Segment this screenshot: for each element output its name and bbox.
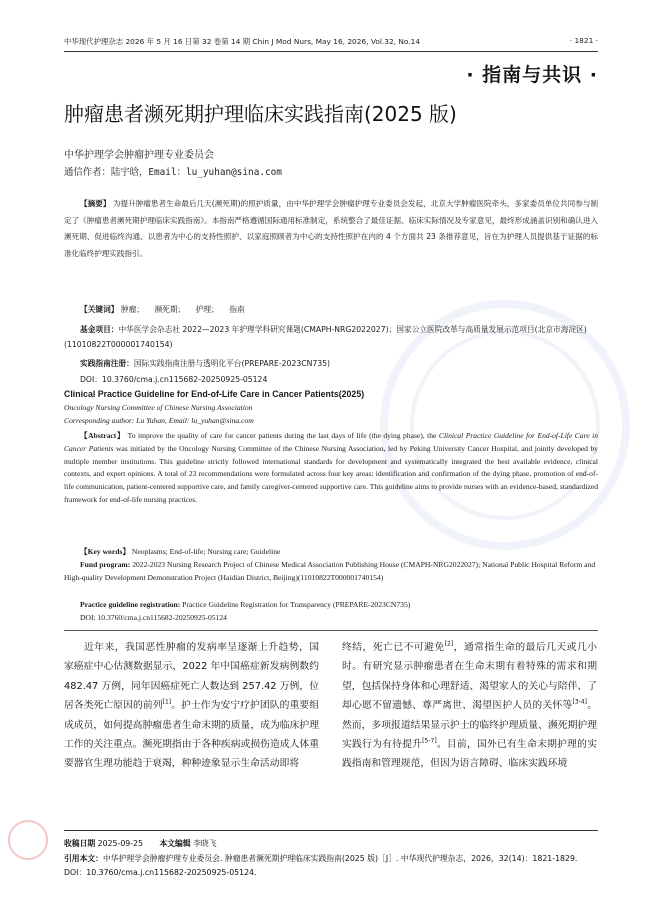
en-fund xyxy=(64,559,598,585)
running-head xyxy=(64,36,598,47)
received-date: 2025-09-25 xyxy=(97,839,143,848)
en-keywords xyxy=(64,546,598,559)
body-text: 。目前，国外已有生命末期护理的实践指南和管理规范，但因为语言障碍、临床实践环境 xyxy=(342,739,597,770)
body-text: 终结，死亡已不可避免 xyxy=(342,642,445,653)
authors: 中华护理学会肿瘤护理专业委员会 xyxy=(64,150,214,161)
en-authors: Oncology Nursing Committee of Chinese Nursing Association xyxy=(64,403,253,412)
citation-ref: [1] xyxy=(162,698,172,706)
en-keywords-text: Neoplasms; End-of-life; Nursing care; Guideline xyxy=(131,547,281,556)
zh-abstract-tag: 【摘要】 xyxy=(80,199,111,208)
received-info xyxy=(64,838,217,849)
en-abstract-guideline-name: Clinical Practice Guideline for End-of-Life Care in Cancer Patients xyxy=(64,431,598,453)
article-title: 肿瘤患者濒死期护理临床实践指南(2025 版) xyxy=(64,102,457,126)
en-abstract xyxy=(64,430,598,507)
en-registration-tag: Practice guideline registration: xyxy=(80,600,181,609)
zh-keyword: 肿瘤； xyxy=(120,305,144,314)
citation-tag: 引用本文： xyxy=(64,854,103,863)
zh-registration-tag: 实践指南注册： xyxy=(80,359,134,368)
citation-block xyxy=(64,852,598,880)
corresponding-author: 通信作者：陆宇晗，Email：lu_yuhan@sina.com xyxy=(64,167,282,178)
zh-keywords xyxy=(64,302,598,317)
citation-ref: [5-7] xyxy=(422,737,437,745)
column-label: · 指南与共识 · xyxy=(466,64,598,86)
zh-abstract-text: 为提升肿瘤患者生命最后几天(濒死期)的照护质量，由中华护理学会肿瘤护理专业委员会发起，北京大学肿瘤医院牵头，多家委员单位共同参与制定了《肿瘤患者濒死期护理临床实践指南》。本指南严格遵循国际通用标准制定，系统整合了最佳证据、临床实际情况及专家意见，最终形成涵盖识别和确认进入濒死期、促进临终沟通、以患者为中心的支持性照护、以家庭照顾者为中心的支持性照护在内的 4 个方面共 23 条推荐意见，旨在为护理人员提供基于证据的标准化临终护理实践指引。 xyxy=(64,199,599,258)
en-corresponding-author: Corresponding author: Lu Yuhan, Email: lu_yuhan@sina.com xyxy=(64,416,254,425)
en-fund-text: 2022-2023 Nursing Research Project of Chinese Medical Association Publishing House (CMAPH-NRG2022027); National Public Hospital Reform and High-quality Development Demonstration Project (Haidian District, Beijing)(11010822T000001740154) xyxy=(64,560,596,582)
zh-abstract xyxy=(64,196,598,262)
en-keywords-tag: 【Key words】 xyxy=(80,547,130,556)
en-title: Clinical Practice Guideline for End-of-Life Care in Cancer Patients(2025) xyxy=(64,389,365,399)
section-rule xyxy=(64,630,598,631)
zh-registration xyxy=(64,356,598,371)
footer-rule xyxy=(64,830,598,831)
en-abstract-part2: was initiated by the Oncology Nursing Committee of the Chinese Nursing Association, led by Peking University Cancer Hospital, and jointly developed by multiple member institutions. This guideline strictly followed international standards for development and systematically integrated the best available evidence, clinical contexts, and expert opinions. A total of 23 recommendations were formulated across four key areas: identification and confirmation of the dying phase, promotion of end-of-life communication, patient-centered supportive care, and family caregiver-centered supportive care. This guideline aims to provide nurses with an evidence-based, standardized framework for end-of-life nursing practices. xyxy=(64,443,599,504)
zh-keyword: 护理； xyxy=(195,305,219,314)
body-column-right xyxy=(342,638,597,774)
page-number: · 1821 · xyxy=(569,36,598,45)
header-rule xyxy=(64,51,598,52)
editor-tag: 本文编辑 xyxy=(159,839,191,848)
zh-keywords-tag: 【关键词】 xyxy=(80,305,119,314)
en-registration-text: Practice Guideline Registration for Transparency (PREPARE-2023CN735) xyxy=(182,600,411,609)
corner-stamp xyxy=(8,820,48,860)
body-text: 。护士作为安宁疗护团队的重要组成成员，如何提高肿瘤患者生命末期的质量，成为临床护理工作的关注重点。濒死期指由于各种疾病或损伤造成人体重要器官生理功能趋于衰竭，种种迹象显示生命活动即将 xyxy=(64,700,320,770)
zh-registration-text: 国际实践指南注册与透明化平台(PREPARE-2023CN735) xyxy=(133,359,331,368)
en-abstract-part1: To improve the quality of care for cancer patients during the last days of life (the dying phase), the xyxy=(127,431,439,440)
citation-ref: [2] xyxy=(444,640,454,648)
zh-keyword: 指南 xyxy=(229,305,245,314)
en-abstract-tag: 【Abstract】 xyxy=(80,431,126,440)
en-fund-tag: Fund program: xyxy=(80,560,131,569)
body-column-left xyxy=(64,638,319,774)
citation-ref: [3-4] xyxy=(572,698,587,706)
running-head-text: 中华现代护理杂志 2026 年 5 月 16 日第 32 卷第 14 期 Chin J Mod Nurs, May 16, 2026, Vol.32, No.14 xyxy=(64,37,421,46)
body-text: 近年来，我国恶性肿瘤的发病率呈逐渐上升趋势，国家癌症中心估测数据显示，2022 年中国癌症新发病例数约 482.47 万例，同年因癌症死亡人数达到 257.42 万例，位居各类死亡原因的前列 xyxy=(64,642,319,712)
body-text: ，通常指生命的最后几天或几小时。有研究显示肿瘤患者在生命末期有着特殊的需求和期望，包括保持身体和心理舒适、渴望家人的关心与陪伴、了却心愿不留遗憾、尊严离世、渴望医护人员的关怀等 xyxy=(342,642,598,712)
editor-name: 李晓飞 xyxy=(193,839,217,848)
en-doi: DOI: 10.3760/cma.j.cn115682-20250925-05124 xyxy=(80,613,227,622)
zh-fund xyxy=(64,322,598,352)
zh-keyword: 濒死期； xyxy=(154,305,186,314)
en-registration xyxy=(64,599,598,612)
body-text: 。然而，多项报道结果显示护士的临终护理质量、濒死期护理实践行为有待提升 xyxy=(342,700,598,751)
citation-text: 中华护理学会肿瘤护理专业委员会. 肿瘤患者濒死期护理临床实践指南(2025 版)［J］. 中华现代护理杂志，2026，32(14)：1821-1829. DOI：10.3760/cma.j.cn115682-20250925-05124. xyxy=(64,854,578,878)
zh-fund-tag: 基金项目： xyxy=(80,325,119,334)
zh-fund-text: 中华医学会杂志社 2022—2023 年护理学科研究课题(CMAPH-NRG2022027)；国家公立医院改革与高质量发展示范项目(北京市海淀区)(11010822T000001740154) xyxy=(64,325,587,349)
zh-doi: DOI：10.3760/cma.j.cn115682-20250925-05124 xyxy=(80,375,268,384)
received-tag: 收稿日期 xyxy=(64,839,96,848)
